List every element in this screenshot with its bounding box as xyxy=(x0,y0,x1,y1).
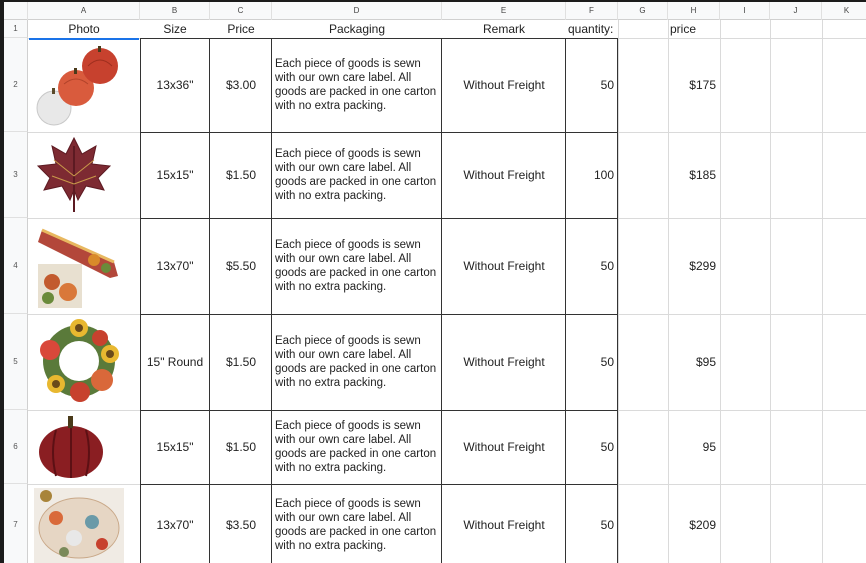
total-price-cell[interactable]: $209 xyxy=(689,518,716,532)
header-quantity[interactable]: quantity: xyxy=(568,22,614,36)
packaging-cell[interactable]: Each piece of goods is sewn with our own care label. All goods are packed in one carton with no extra packing. xyxy=(275,498,437,552)
grid-line xyxy=(28,410,140,411)
quantity-cell[interactable]: 50 xyxy=(600,518,614,532)
price-cell[interactable]: $3.00 xyxy=(225,78,257,92)
size-cell[interactable]: 13x70" xyxy=(156,518,194,532)
row-header-1[interactable]: 1 xyxy=(4,20,28,38)
column-header-bar xyxy=(4,2,866,20)
corner-cell[interactable] xyxy=(4,2,28,20)
pumpkin-wreath-image[interactable] xyxy=(36,318,122,404)
row-header-6[interactable]: 6 xyxy=(4,410,28,484)
spreadsheet xyxy=(4,2,866,563)
size-cell[interactable]: 13x36" xyxy=(156,78,194,92)
price-cell[interactable]: $1.50 xyxy=(225,355,257,369)
size-cell[interactable]: 15x15" xyxy=(156,168,194,182)
total-price-cell[interactable]: $175 xyxy=(689,78,716,92)
total-price-cell[interactable]: $299 xyxy=(689,259,716,273)
grid-line xyxy=(822,20,823,563)
grid-line xyxy=(28,484,140,485)
header-size[interactable]: Size xyxy=(163,22,187,36)
price-cell[interactable]: $1.50 xyxy=(225,168,257,182)
quantity-cell[interactable]: 50 xyxy=(600,259,614,273)
size-cell[interactable]: 15x15" xyxy=(156,440,194,454)
price-cell[interactable]: $5.50 xyxy=(225,259,257,273)
grid-line xyxy=(618,410,866,411)
packaging-cell[interactable]: Each piece of goods is sewn with our own care label. All goods are packed in one carton with no extra packing. xyxy=(275,58,437,112)
column-header-a[interactable]: A xyxy=(28,2,140,20)
remark-cell[interactable]: Without Freight xyxy=(463,259,545,273)
remark-cell[interactable]: Without Freight xyxy=(463,355,545,369)
size-cell[interactable]: 13x70" xyxy=(156,259,194,273)
grid-line xyxy=(618,218,866,219)
row-header-4[interactable]: 4 xyxy=(4,218,28,314)
stacked-pumpkins-image[interactable] xyxy=(34,44,134,128)
grid-line xyxy=(618,484,866,485)
total-price-cell[interactable]: $95 xyxy=(695,355,716,369)
row-header-2[interactable]: 2 xyxy=(4,38,28,132)
row-header-7[interactable]: 7 xyxy=(4,484,28,563)
grid-line xyxy=(618,314,866,315)
row-header-3[interactable]: 3 xyxy=(4,132,28,218)
size-cell[interactable]: 15" Round xyxy=(146,355,204,369)
header-price[interactable]: Price xyxy=(227,22,255,36)
floral-runner-image[interactable] xyxy=(34,488,124,563)
quantity-cell[interactable]: 100 xyxy=(593,168,614,182)
column-header-d[interactable]: D xyxy=(272,2,442,20)
packaging-cell[interactable]: Each piece of goods is sewn with our own care label. All goods are packed in one carton with no extra packing. xyxy=(275,420,437,474)
quantity-cell[interactable]: 50 xyxy=(600,78,614,92)
header-remark[interactable]: Remark xyxy=(482,22,525,36)
packaging-cell[interactable]: Each piece of goods is sewn with our own care label. All goods are packed in one carton with no extra packing. xyxy=(275,335,437,389)
grid-line xyxy=(28,314,140,315)
remark-cell[interactable]: Without Freight xyxy=(463,78,545,92)
packaging-cell[interactable]: Each piece of goods is sewn with our own care label. All goods are packed in one carton with no extra packing. xyxy=(275,239,437,293)
cell-selection-indicator xyxy=(29,38,139,40)
total-price-cell[interactable]: 95 xyxy=(702,440,716,454)
quantity-cell[interactable]: 50 xyxy=(600,440,614,454)
header-packaging[interactable]: Packaging xyxy=(328,22,386,36)
header-total-price[interactable]: price xyxy=(670,22,697,36)
column-header-g[interactable]: G xyxy=(618,2,668,20)
column-header-b[interactable]: B xyxy=(140,2,210,20)
column-header-e[interactable]: E xyxy=(442,2,566,20)
grid-line xyxy=(618,132,866,133)
grid-line xyxy=(28,132,140,133)
price-cell[interactable]: $1.50 xyxy=(225,440,257,454)
grid-line xyxy=(770,20,771,563)
column-header-i[interactable]: I xyxy=(720,2,770,20)
column-header-h[interactable]: H xyxy=(668,2,720,20)
packaging-cell[interactable]: Each piece of goods is sewn with our own care label. All goods are packed in one carton with no extra packing. xyxy=(275,148,437,202)
remark-cell[interactable]: Without Freight xyxy=(463,518,545,532)
pumpkin-image[interactable] xyxy=(36,414,106,480)
column-header-f[interactable]: F xyxy=(566,2,618,20)
maple-leaf-image[interactable] xyxy=(36,136,116,214)
grid-line xyxy=(28,218,140,219)
total-price-cell[interactable]: $185 xyxy=(689,168,716,182)
column-header-c[interactable]: C xyxy=(210,2,272,20)
column-header-k[interactable]: K xyxy=(822,2,866,20)
row-header-5[interactable]: 5 xyxy=(4,314,28,410)
remark-cell[interactable]: Without Freight xyxy=(463,440,545,454)
grid-line xyxy=(618,20,619,563)
quantity-cell[interactable]: 50 xyxy=(600,355,614,369)
grid-line xyxy=(720,20,721,563)
header-photo[interactable]: Photo xyxy=(68,22,100,36)
price-cell[interactable]: $3.50 xyxy=(225,518,257,532)
remark-cell[interactable]: Without Freight xyxy=(463,168,545,182)
table-runner-image[interactable] xyxy=(34,222,124,310)
column-header-j[interactable]: J xyxy=(770,2,822,20)
